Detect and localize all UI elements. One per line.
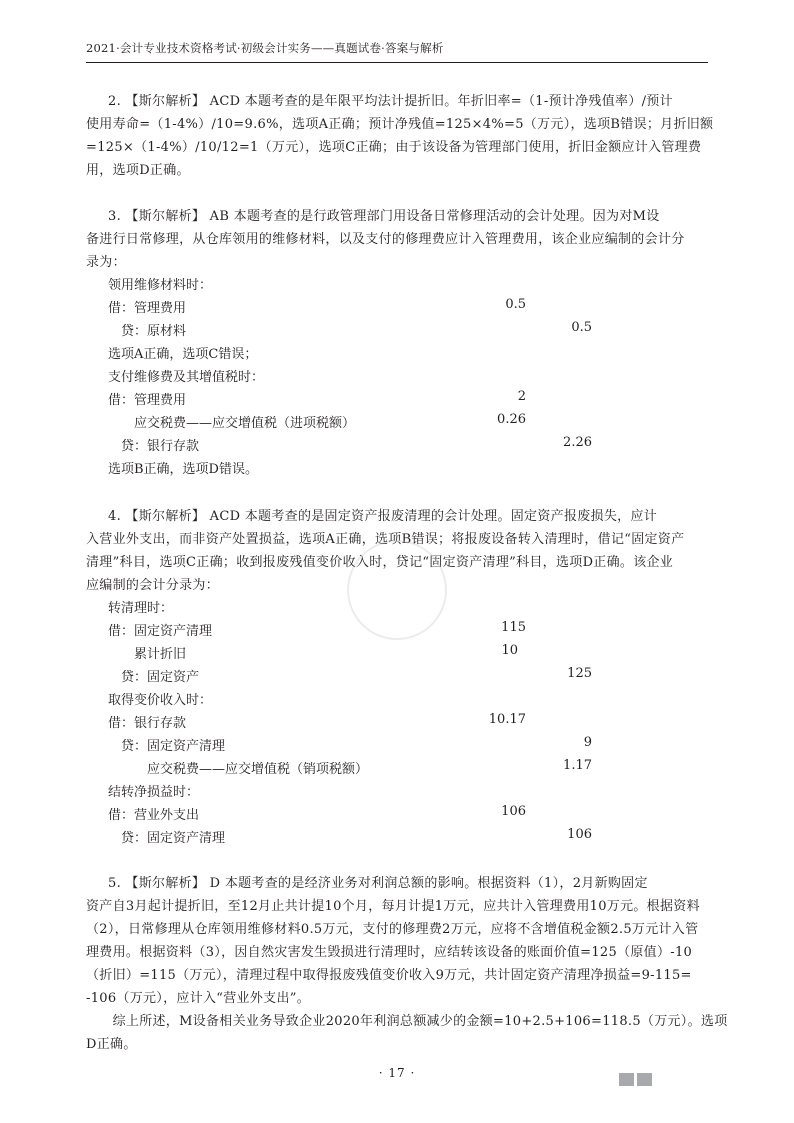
section-5-line: -106（万元），应计入“营业外支出”。 [86,991,310,1006]
journal-line [108,735,628,758]
journal-label: 结转净损益时： [108,785,200,800]
journal-label: 贷：原材料 [108,324,187,339]
debit-amount: 10.17 [488,712,526,727]
journal-line [108,804,628,827]
debit-amount: 115 [501,620,526,635]
journal-label: 取得变价收入时： [108,693,213,708]
section-3-text [86,205,710,274]
credit-amount: 0.5 [571,320,592,335]
section-5-line: （折旧）=115（万元），清理过程中取得报废残值变价收入9万元，共计固定资产清理净损益=9-115= [86,968,692,983]
journal-label: 累计折旧 [108,647,187,662]
journal-label: 应交税费——应交增值税（进项税额） [108,416,356,431]
journal-label: 转清理时： [108,601,174,616]
journal-line [108,827,628,850]
journal-label: 借：银行存款 [108,716,187,731]
section-5-line: 综上所述，M设备相关业务导致企业2020年利润总额减少的金额=10+2.5+106=118.5（万元）。选项 [86,1014,728,1029]
section-5-line: （2），日常修理从仓库领用维修材料0.5万元，支付的修理费2万元，应将不含增值税金额2.5万元计入管 [86,922,699,937]
journal-label: 选项A正确，选项C错误； [108,347,258,362]
journal-line [108,781,628,804]
journal-label: 借：管理费用 [108,301,187,316]
journal-label: 选项B正确，选项D错误。 [108,462,258,477]
section-3-line: 备进行日常修理，从仓库领用的维修材料，以及支付的修理费应计入管理费用，该企业应编制的会计分 [86,232,685,247]
journal-line [108,758,628,781]
page-number: · 17 · [378,1066,416,1080]
journal-label: 借：固定资产清理 [108,624,213,639]
journal-line [108,597,628,620]
section-3-line: 录为： [86,255,126,270]
footer-block [637,1073,652,1086]
journal-label: 贷：固定资产 [108,670,200,685]
journal-line [108,297,628,320]
journal-line [108,389,628,412]
credit-amount: 125 [567,666,592,681]
credit-amount: 106 [567,827,592,842]
journal-label: 领用维修材料时： [108,278,213,293]
section-4-line: 应编制的会计分录为： [86,578,220,593]
section-5-line: 5. 【斯尔解析】 D 本题考查的是经济业务对利润总额的影响。根据资料（1），2月新购固定 [108,876,648,891]
credit-amount: 1.17 [563,758,592,773]
journal-line [108,689,628,712]
journal-label: 借：管理费用 [108,393,187,408]
journal-line [108,643,628,666]
journal-line [108,366,628,389]
debit-amount: 10 [501,643,518,658]
journal-label: 支付维修费及其增值税时： [108,370,265,385]
section-2-text [86,90,714,182]
journal-line [108,435,628,458]
journal-label: 贷：固定资产清理 [108,831,226,846]
debit-amount: 106 [501,804,526,819]
section-2-line: 用，选项D正确。 [86,163,190,178]
section-5-line: 理费用。根据资料（3），因自然灾害发生毁损进行清理时，应结转该设备的账面价值=125（原值）-10 [86,945,693,960]
section-2-line: =125×（1-4%）/10/12=1（万元），选项C正确；由于该设备为管理部门使用，折旧金额应计入管理费 [86,140,702,155]
section-5-text [86,872,728,1056]
section-4-line: 入营业外支出，而非资产处置损益，选项A正确，选项B错误；将报废设备转入清理时，借记“固定资产 [86,532,685,547]
section-3-line: 3. 【斯尔解析】 AB 本题考查的是行政管理部门用设备日常修理活动的会计处理。因为对M设 [108,209,660,224]
section-5-line: 资产自3月起计提折旧，至12月止共计提10个月，每月计提1万元，应共计入管理费用10万元。根据资料 [86,899,700,914]
journal-label: 借：营业外支出 [108,808,200,823]
running-header: 2021·会计专业技术资格考试·初级会计实务——真题试卷·答案与解析 [86,40,708,63]
section-2-line: 2. 【斯尔解析】 ACD 本题考查的是年限平均法计提折旧。年折旧率=（1-预计净残值率）/预计 [108,94,673,109]
journal-line [108,620,628,643]
footer-block [619,1073,634,1086]
journal-label: 贷：固定资产清理 [108,739,226,754]
journal-line [108,712,628,735]
journal-line [108,666,628,689]
journal-line [108,320,628,343]
section-4-line: 清理”科目，选项C正确；收到报废残值变价收入时，贷记“固定资产清理”科目，选项D正确。该企业 [86,555,674,570]
journal-line [108,458,628,481]
debit-amount: 0.5 [505,297,526,312]
journal-line [108,343,628,366]
section-5-line: D正确。 [86,1037,137,1052]
debit-amount: 0.26 [497,412,526,427]
journal-line [108,274,628,297]
section-4-line: 4. 【斯尔解析】 ACD 本题考查的是固定资产报废清理的会计处理。固定资产报废损失，应计 [108,509,658,524]
credit-amount: 9 [583,735,592,750]
journal-label: 贷：银行存款 [108,439,200,454]
journal-line [108,412,628,435]
credit-amount: 2.26 [563,435,592,450]
journal-label: 应交税费——应交增值税（销项税额） [108,762,369,777]
debit-amount: 2 [517,389,526,404]
section-2-line: 使用寿命=（1-4%）/10=9.6%，选项A正确；预计净残值=125×4%=5（万元），选项B错误；月折旧额 [86,117,714,132]
